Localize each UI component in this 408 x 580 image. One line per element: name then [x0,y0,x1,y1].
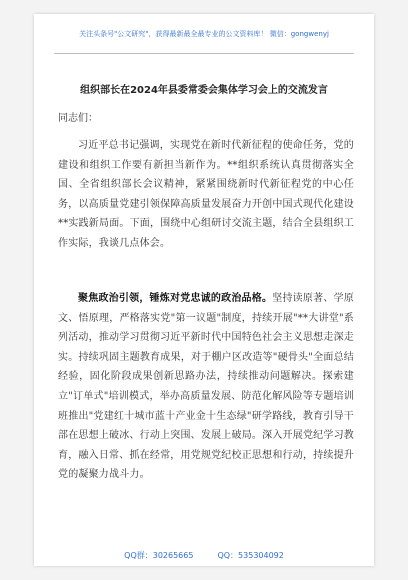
paragraph-2-text: 坚持读原著、学原文、悟原理，严格落实党"第一议题"制度，持续开展"**大讲堂"系列活动，推动学习贯彻习近平新时代中国特色社会主义思想走深走实。持续巩固主题教育成果，对于棚户区改造等"硬骨头"全面总结经验，固化阶段成果创新思路办法，持续推动问题解决。探索建立"订单式"培训模式，举办高质量发展、防范化解风险等专题培训班推出"党建红十城市蓝十产业金十生态绿"研学路线，教育引导干部在思想上破冰、行动上突围、发展上破局。深入开展党纪学习教育，融入日常、抓在经常，用党规党纪校正思想和行动，持续提升党的凝聚力战斗力。 [58,293,354,481]
page-title: 组织部长在2024年县委常委会集体学习会上的交流发言 [80,85,328,96]
paragraph-1 [58,136,354,254]
paragraph-2 [58,289,354,485]
footer-contact [34,550,374,561]
salutation: 同志们： [58,113,98,124]
footer-qq: QQ：535304092 [217,551,284,560]
header-divider [54,53,354,54]
footer-qq-group: QQ群：30265665 [124,551,194,560]
paragraph-2-lead: 聚焦政治引领，锤炼对党忠诚的政治品格。 [78,293,273,304]
header-note: 关注头条号"公文研究"，获得最新最全最专业的公文资料库！ 微信：gongwenyj [79,30,329,38]
document-page [34,14,374,566]
paragraph-1-text: 习近平总书记强调，实现党在新时代新征程的使命任务，党的建设和组织工作要有新担当新作为。**组织系统认真贯彻落实全国、全省组织部长会议精神，紧紧围绕新时代新征程党的中心任务，以高质量党建引领保障高质量发展奋力开创中国式现代化建设**实践新局面。下面，围绕中心组研讨交流主题，结合全县组织工作实际，我谈几点体会。 [58,140,354,249]
